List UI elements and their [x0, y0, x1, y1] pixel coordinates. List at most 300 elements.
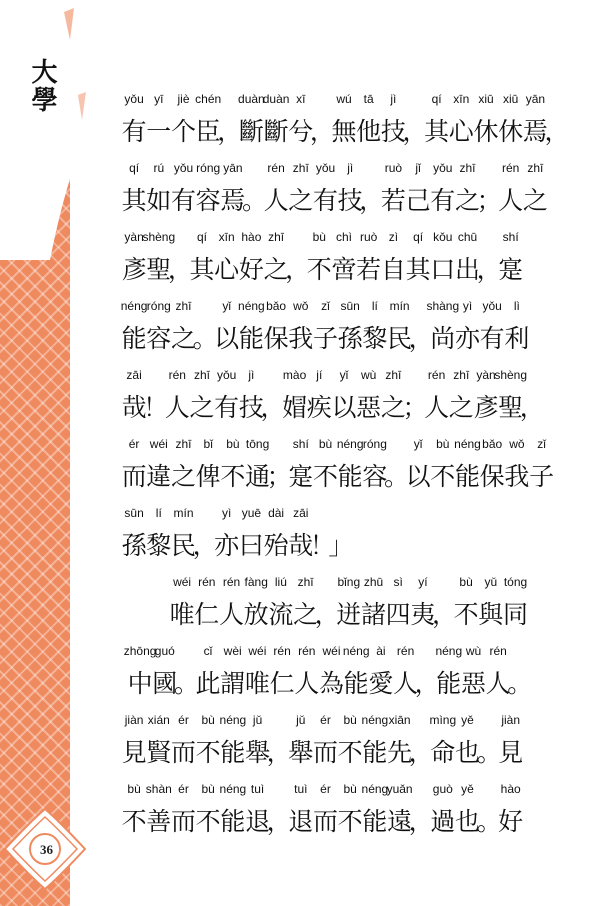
pinyin-annotation: zhū	[363, 575, 384, 589]
pinyin-annotation: jì	[248, 368, 255, 382]
pinyin-annotation: jiàn	[501, 713, 521, 727]
text-line	[0, 161, 610, 231]
pinyin-annotation: zhī	[385, 368, 402, 382]
hanzi-char: 之	[448, 393, 474, 422]
pinyin-annotation: hào	[500, 782, 521, 796]
hanzi-char: 子	[312, 324, 339, 353]
hanzi-char: 人	[424, 393, 450, 422]
hanzi-char: 以	[214, 324, 240, 353]
book-title: 大學	[27, 58, 57, 114]
text-line	[0, 368, 610, 438]
hanzi-char: 以	[405, 462, 431, 491]
pinyin-annotation: sì	[393, 575, 403, 589]
pinyin-annotation: néng	[361, 713, 389, 727]
pinyin-annotation: xīn	[453, 92, 470, 106]
hanzi-char: 聖	[498, 393, 524, 422]
pinyin-annotation: shí	[502, 230, 519, 244]
pinyin-annotation: yě	[461, 713, 474, 727]
pinyin-annotation: wéi	[149, 437, 168, 451]
pinyin-annotation: wù	[361, 368, 377, 382]
hanzi-char: 見	[498, 738, 524, 767]
hanzi-char: 舉	[245, 738, 271, 767]
hanzi-char: 好	[498, 807, 524, 836]
pinyin-annotation: néng	[219, 782, 247, 796]
pinyin-annotation: lì	[513, 299, 520, 313]
hanzi-char: 哉	[121, 393, 147, 422]
hanzi-char: 唯	[244, 669, 270, 698]
hanzi-char: 唯	[169, 600, 195, 629]
hanzi-char: 若	[380, 186, 406, 215]
hanzi-char: 中	[127, 669, 153, 698]
pinyin-annotation: chén	[195, 92, 222, 106]
hanzi-char: 放	[243, 600, 269, 629]
pinyin-annotation: bù	[226, 437, 240, 451]
punctuation: ，	[285, 255, 311, 284]
pinyin-annotation: yān	[223, 161, 243, 175]
pinyin-annotation: ruò	[360, 230, 378, 244]
hanzi-char: 他	[356, 117, 382, 146]
punctuation: ，	[414, 669, 440, 698]
hanzi-char: 有	[430, 186, 456, 215]
hanzi-char: 夷	[410, 600, 436, 629]
hanzi-char: 不	[430, 462, 456, 491]
hanzi-char: 好	[238, 255, 264, 284]
hanzi-char: 之	[170, 324, 197, 353]
hanzi-char: 殆	[263, 531, 289, 560]
hanzi-char: 遠	[387, 807, 413, 836]
hanzi-char: 保	[263, 324, 289, 353]
hanzi-char: 休	[473, 117, 499, 146]
pinyin-annotation: bǐ	[203, 437, 213, 451]
pinyin-annotation: chū	[457, 230, 478, 244]
pinyin-annotation: jǐ	[415, 161, 421, 175]
punctuation: ，	[359, 186, 385, 215]
punctuation: 。	[476, 807, 502, 836]
pinyin-annotation: ér	[178, 782, 189, 796]
pinyin-annotation: rén	[198, 575, 216, 589]
hanzi-char: 而	[312, 738, 339, 767]
hanzi-char: 能	[362, 807, 388, 836]
hanzi-char: 之	[454, 186, 481, 215]
hanzi-char: 惡	[356, 393, 382, 422]
pinyin-annotation: yǒu	[173, 161, 194, 175]
pinyin-annotation: rén	[267, 161, 285, 175]
hanzi-char: 此	[195, 669, 221, 698]
hanzi-char: 不	[195, 807, 221, 836]
pinyin-annotation: cǐ	[203, 644, 213, 658]
pinyin-annotation: bù	[343, 782, 357, 796]
pinyin-annotation: rén	[396, 644, 415, 658]
pinyin-annotation: bǎo	[482, 437, 503, 451]
pinyin-annotation: rén	[273, 644, 291, 658]
pinyin-annotation: ér	[128, 437, 140, 451]
hanzi-char: 退	[245, 807, 271, 836]
pinyin-annotation: yuē	[241, 506, 262, 520]
hanzi-char: 技	[337, 186, 363, 215]
pinyin-annotation: zāi	[126, 368, 142, 382]
pinyin-annotation: guó	[154, 644, 175, 658]
hanzi-char: 之	[263, 255, 289, 284]
pinyin-annotation: yì	[462, 299, 473, 313]
hanzi-char: 其	[121, 186, 147, 215]
pinyin-annotation: zhī	[297, 575, 314, 589]
pinyin-annotation: zhī	[292, 161, 309, 175]
pinyin-annotation: jǔ	[296, 713, 306, 727]
pinyin-annotation: jì	[390, 92, 397, 106]
hanzi-char: 如	[146, 186, 172, 215]
text-line	[0, 92, 610, 162]
hanzi-char: 之	[522, 186, 548, 215]
pinyin-annotation: shí	[292, 437, 309, 451]
punctuation: ，	[476, 255, 502, 284]
hanzi-char: 哉	[288, 531, 314, 560]
hanzi-char: 先	[387, 738, 413, 767]
hanzi-char: 而	[170, 738, 197, 767]
pinyin-annotation: zhōng	[123, 644, 157, 658]
hanzi-char: 保	[479, 462, 505, 491]
punctuation: ，	[544, 117, 570, 146]
hanzi-char: 人	[498, 186, 524, 215]
hanzi-char: 善	[146, 807, 172, 836]
pinyin-annotation: bù	[127, 782, 141, 796]
pinyin-annotation: dài	[268, 506, 285, 520]
pinyin-annotation: yàn	[124, 230, 144, 244]
pinyin-annotation: mìng	[429, 713, 457, 727]
hanzi-char: 寔	[288, 462, 314, 491]
hanzi-char: 个	[170, 117, 197, 146]
pinyin-annotation: bù	[459, 575, 473, 589]
pinyin-annotation: yǒu	[482, 299, 502, 313]
hanzi-char: 兮	[288, 117, 314, 146]
hanzi-char: 有	[312, 186, 339, 215]
pinyin-annotation: jǔ	[252, 713, 263, 727]
punctuation: ；	[476, 186, 502, 215]
punctuation: ！	[309, 531, 335, 560]
pinyin-annotation: yǒu	[217, 368, 237, 382]
hanzi-char: 為	[318, 669, 345, 698]
hanzi-char: 有	[214, 393, 240, 422]
pinyin-annotation: xián	[147, 713, 170, 727]
hanzi-char: 過	[430, 807, 456, 836]
hanzi-char: 黎	[362, 324, 388, 353]
pinyin-annotation: mín	[389, 299, 410, 313]
pinyin-annotation: jì	[347, 161, 354, 175]
hanzi-char: 之	[293, 600, 319, 629]
hanzi-char: 我	[504, 462, 530, 491]
hanzi-char: 之	[170, 462, 197, 491]
hanzi-char: 尚	[430, 324, 456, 353]
pinyin-annotation: bù	[201, 713, 215, 727]
hanzi-char: 疾	[306, 393, 332, 422]
hanzi-char: 也	[454, 807, 481, 836]
hanzi-char: 命	[430, 738, 456, 767]
pinyin-annotation: shèng	[142, 230, 176, 244]
hanzi-char: 口	[430, 255, 456, 284]
punctuation: ，	[519, 393, 545, 422]
punctuation: 。	[173, 669, 199, 698]
punctuation: ；	[266, 462, 292, 491]
pinyin-annotation: yě	[461, 782, 474, 796]
punctuation: 。	[241, 186, 268, 215]
hanzi-char: 不	[453, 600, 479, 629]
hanzi-char: 不	[220, 462, 246, 491]
pinyin-annotation: yī	[154, 92, 164, 106]
text-line	[0, 437, 610, 507]
hanzi-char: 技	[238, 393, 264, 422]
pinyin-annotation: tā	[363, 92, 374, 106]
hanzi-char: 之	[380, 393, 406, 422]
hanzi-char: 若	[356, 255, 382, 284]
hanzi-char: 不	[306, 255, 332, 284]
pinyin-annotation: sūn	[340, 299, 360, 313]
pinyin-annotation: tōng	[245, 437, 270, 451]
hanzi-char: 我	[288, 324, 314, 353]
pinyin-annotation: xīn	[218, 230, 235, 244]
punctuation: ！	[143, 393, 169, 422]
hanzi-char: 利	[504, 324, 530, 353]
punctuation: ，	[408, 324, 434, 353]
pinyin-annotation: yān	[525, 92, 546, 106]
pinyin-annotation: wéi	[248, 644, 267, 658]
pinyin-annotation: néng	[435, 644, 463, 658]
hanzi-char: 國	[152, 669, 178, 698]
pinyin-annotation: xiū	[478, 92, 494, 106]
text-line	[0, 644, 610, 714]
hanzi-char: 有	[479, 324, 505, 353]
hanzi-char: 人	[263, 186, 289, 215]
punctuation: ，	[266, 807, 292, 836]
pinyin-annotation: zhī	[175, 437, 192, 451]
pinyin-annotation: yǐ	[413, 437, 423, 451]
pinyin-annotation: bù	[436, 437, 450, 451]
punctuation: ，	[408, 807, 434, 836]
pinyin-annotation: rén	[427, 368, 446, 382]
hanzi-char: 人	[218, 600, 245, 629]
hanzi-char: 仁	[269, 669, 295, 698]
pinyin-annotation: wú	[336, 92, 352, 106]
hanzi-char: 賢	[146, 738, 172, 767]
pinyin-annotation: jiàn	[124, 713, 144, 727]
pinyin-annotation: lí	[371, 299, 378, 313]
pinyin-annotation: rén	[222, 575, 241, 589]
hanzi-char: 能	[436, 669, 462, 698]
hanzi-char: 其	[189, 255, 215, 284]
pinyin-annotation: bǎo	[266, 299, 287, 313]
hanzi-char: 不	[337, 807, 363, 836]
hanzi-char: 己	[405, 186, 431, 215]
hanzi-char: 能	[454, 462, 481, 491]
pinyin-annotation: yǔ	[484, 575, 498, 589]
pinyin-annotation: fàng	[244, 575, 268, 589]
hanzi-char: 彥	[473, 393, 499, 422]
pinyin-annotation: wéi	[322, 644, 341, 658]
text-line	[0, 230, 610, 300]
hanzi-char: 俾	[195, 462, 221, 491]
hanzi-char: 能	[337, 462, 363, 491]
hanzi-char: 違	[146, 462, 172, 491]
hanzi-char: 通	[245, 462, 271, 491]
punctuation: 。	[507, 669, 533, 698]
hanzi-char: 媢	[282, 393, 308, 422]
pinyin-annotation: yǒu	[124, 92, 144, 106]
text-line	[0, 782, 610, 852]
pinyin-annotation: róng	[362, 437, 387, 451]
punctuation: ，	[192, 531, 218, 560]
pinyin-annotation: kǒu	[433, 230, 453, 244]
punctuation: ，	[167, 255, 193, 284]
hanzi-char: 心	[448, 117, 474, 146]
hanzi-char: 謂	[220, 669, 246, 698]
hanzi-char: 臣	[195, 117, 221, 146]
punctuation: ，	[431, 600, 458, 629]
hanzi-char: 不	[195, 738, 221, 767]
hanzi-char: 焉	[522, 117, 548, 146]
pinyin-annotation: duàn	[238, 92, 265, 106]
pinyin-annotation: zì	[388, 230, 399, 244]
pinyin-annotation: yí	[418, 575, 428, 589]
pinyin-annotation: róng	[196, 161, 221, 175]
pinyin-annotation: rén	[489, 644, 507, 658]
pinyin-annotation: ruò	[384, 161, 403, 175]
hanzi-char: 容	[195, 186, 221, 215]
hanzi-char: 其	[405, 255, 431, 284]
hanzi-char: 能	[362, 738, 388, 767]
pinyin-annotation: ér	[178, 713, 189, 727]
pinyin-annotation: mín	[173, 506, 194, 520]
pinyin-annotation: yǐ	[222, 299, 232, 313]
hanzi-char: 能	[220, 807, 246, 836]
hanzi-char: 孫	[337, 324, 363, 353]
pinyin-annotation: zhī	[453, 368, 470, 382]
pinyin-annotation: ài	[376, 644, 386, 658]
pinyin-annotation: yǒu	[315, 161, 336, 175]
hanzi-char: 仁	[194, 600, 220, 629]
pinyin-annotation: rú	[153, 161, 165, 175]
pinyin-annotation: róng	[146, 299, 171, 313]
hanzi-char: 出	[454, 255, 481, 284]
hanzi-char: 而	[312, 807, 339, 836]
hanzi-char: 其	[424, 117, 450, 146]
pinyin-annotation: yuǎn	[386, 782, 413, 796]
hanzi-char: 斷	[238, 117, 264, 146]
pinyin-annotation: qí	[129, 161, 140, 175]
hanzi-char: 彥	[121, 255, 147, 284]
hanzi-char: 與	[478, 600, 504, 629]
pinyin-annotation: ér	[320, 782, 331, 796]
pinyin-annotation: yǒu	[433, 161, 453, 175]
pinyin-annotation: néng	[120, 299, 148, 313]
pinyin-annotation: bù	[343, 713, 357, 727]
pinyin-annotation: mào	[282, 368, 307, 382]
hanzi-char: 人	[393, 669, 419, 698]
pinyin-annotation: rén	[502, 161, 520, 175]
page-number: 36	[40, 842, 53, 857]
hanzi-char: 不	[337, 738, 363, 767]
pinyin-annotation: qí	[431, 92, 442, 106]
pinyin-annotation: wèi	[223, 644, 242, 658]
pinyin-annotation: shàn	[145, 782, 172, 796]
hanzi-char: 也	[454, 738, 481, 767]
hanzi-char: 不	[312, 462, 339, 491]
hanzi-char: 寔	[498, 255, 524, 284]
hanzi-char: 亦	[454, 324, 481, 353]
pinyin-annotation: bù	[318, 437, 333, 451]
pinyin-annotation: néng	[342, 644, 370, 658]
pinyin-annotation: zhī	[527, 161, 544, 175]
pinyin-annotation: duàn	[262, 92, 290, 106]
pinyin-annotation: shàng	[426, 299, 460, 313]
hanzi-char: 同	[502, 600, 529, 629]
text-line	[0, 299, 610, 369]
punctuation: ；	[402, 393, 428, 422]
hanzi-char: 容	[146, 324, 172, 353]
pinyin-annotation: yǐ	[339, 368, 349, 382]
hanzi-char: 能	[220, 738, 246, 767]
pinyin-annotation: zhī	[268, 230, 285, 244]
punctuation: 。	[383, 462, 410, 491]
pinyin-annotation: zāi	[293, 506, 309, 520]
pinyin-annotation: néng	[454, 437, 481, 451]
hanzi-char: 人	[164, 393, 190, 422]
pinyin-annotation: tóng	[503, 575, 528, 589]
punctuation: 」	[328, 531, 354, 560]
punctuation: ，	[402, 117, 428, 146]
pinyin-annotation: liú	[274, 575, 287, 589]
hanzi-char: 心	[214, 255, 240, 284]
pinyin-annotation: jiè	[177, 92, 190, 106]
pinyin-annotation: qí	[196, 230, 208, 244]
hanzi-char: 黎	[146, 531, 172, 560]
hanzi-char: 愛	[368, 669, 394, 698]
pinyin-annotation: bù	[201, 782, 215, 796]
punctuation: ，	[309, 117, 335, 146]
pinyin-annotation: zhī	[193, 368, 211, 382]
pinyin-annotation: yì	[222, 506, 232, 520]
hanzi-char: 啻	[331, 255, 357, 284]
hanzi-char: 而	[170, 807, 197, 836]
pinyin-annotation: rén	[298, 644, 316, 658]
pinyin-annotation: lí	[155, 506, 162, 520]
hanzi-char: 民	[387, 324, 413, 353]
punctuation: 。	[476, 738, 502, 767]
pinyin-annotation: shèng	[494, 368, 528, 382]
hanzi-char: 自	[380, 255, 406, 284]
hanzi-char: 舉	[288, 738, 314, 767]
text-line	[0, 506, 610, 576]
punctuation: ，	[260, 393, 286, 422]
pinyin-annotation: zhī	[459, 161, 476, 175]
hanzi-char: 以	[331, 393, 357, 422]
text-line	[0, 575, 610, 645]
pinyin-annotation: rén	[168, 368, 186, 382]
pinyin-annotation: zǐ	[321, 299, 330, 313]
pinyin-annotation: tuì	[250, 782, 265, 796]
hanzi-char: 流	[268, 600, 294, 629]
hanzi-char: 無	[331, 117, 357, 146]
hanzi-char: 人	[485, 669, 511, 698]
pinyin-annotation: tuì	[294, 782, 308, 796]
hanzi-char: 休	[498, 117, 524, 146]
hanzi-char: 退	[288, 807, 314, 836]
hanzi-char: 之	[288, 186, 314, 215]
hanzi-char: 孫	[121, 531, 147, 560]
pinyin-annotation: wǒ	[509, 437, 525, 451]
hanzi-char: 見	[121, 738, 147, 767]
pinyin-annotation: xiū	[503, 92, 519, 106]
hanzi-char: 惡	[460, 669, 487, 698]
pinyin-annotation: sūn	[124, 506, 144, 520]
hanzi-char: 之	[189, 393, 215, 422]
